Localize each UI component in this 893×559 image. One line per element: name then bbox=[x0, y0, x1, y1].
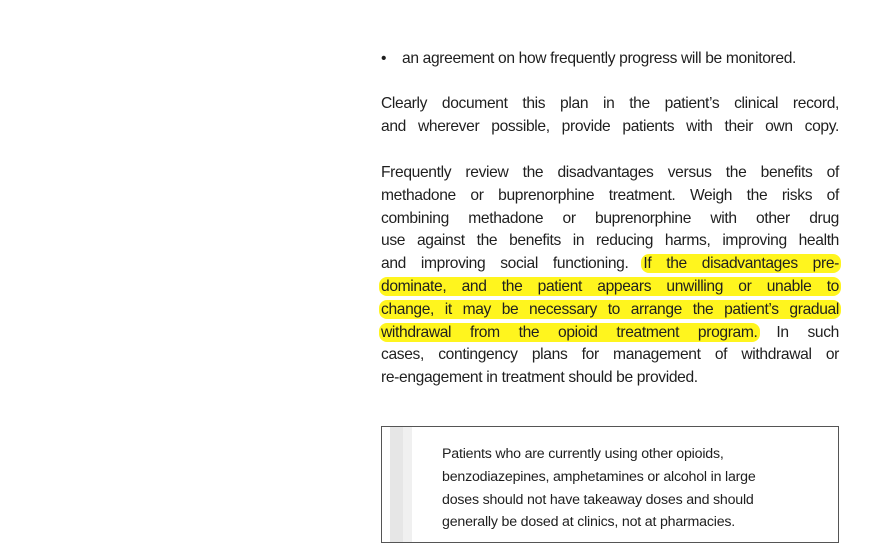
text-line: re-engagement in treatment should be provided. bbox=[381, 369, 698, 387]
text-line bbox=[381, 253, 839, 276]
callout-accent-bar bbox=[403, 427, 412, 542]
text-line: cases, contingency plans for management of withdrawal or bbox=[381, 346, 839, 364]
callout-box bbox=[381, 426, 839, 543]
text-line: methadone or buprenorphine treatment. Weigh the risks of bbox=[381, 186, 839, 204]
bullet-item bbox=[381, 48, 839, 71]
text-line bbox=[381, 276, 839, 299]
bullet-line bbox=[381, 48, 839, 71]
text-line: and wherever possible, provide patients with their own copy. bbox=[381, 117, 839, 135]
right-paragraph-2 bbox=[381, 162, 839, 390]
text-line: combining methadone or buprenorphine with other drug bbox=[381, 209, 839, 227]
callout-line: generally be dosed at clinics, not at pharmacies. bbox=[442, 514, 736, 531]
callout-line: benzodiazepines, amphetamines or alcohol in large bbox=[442, 468, 756, 485]
callout-line: doses should not have takeaway doses and should bbox=[442, 491, 754, 508]
text-line: use against the benefits in reducing harms, improving health bbox=[381, 232, 839, 250]
highlighted-text: withdrawal from the opioid treatment program. bbox=[381, 323, 758, 341]
callout-line: Patients who are currently using other opioids, bbox=[442, 446, 724, 462]
callout-text bbox=[442, 443, 822, 534]
highlighted-text: change, it may be necessary to arrange the patient’s gradual bbox=[381, 300, 839, 318]
right-paragraph-1 bbox=[381, 93, 839, 139]
plain-text: and improving social functioning. bbox=[381, 255, 629, 273]
bullet-text: an agreement on how frequently progress will be monitored. bbox=[402, 50, 797, 67]
text-line bbox=[381, 322, 839, 345]
text-line: Clearly document this plan in the patient’s clinical record, bbox=[381, 95, 839, 112]
bullet-icon: • bbox=[381, 50, 387, 67]
highlighted-text: dominate, and the patient appears unwilling or unable to bbox=[381, 277, 839, 295]
plain-text: In such bbox=[776, 323, 840, 341]
text-line bbox=[381, 299, 839, 322]
text-line: Frequently review the disadvantages versus the benefits of bbox=[381, 164, 839, 181]
highlighted-text: If the disadvantages pre- bbox=[643, 255, 839, 273]
callout-accent-bar bbox=[390, 427, 403, 542]
